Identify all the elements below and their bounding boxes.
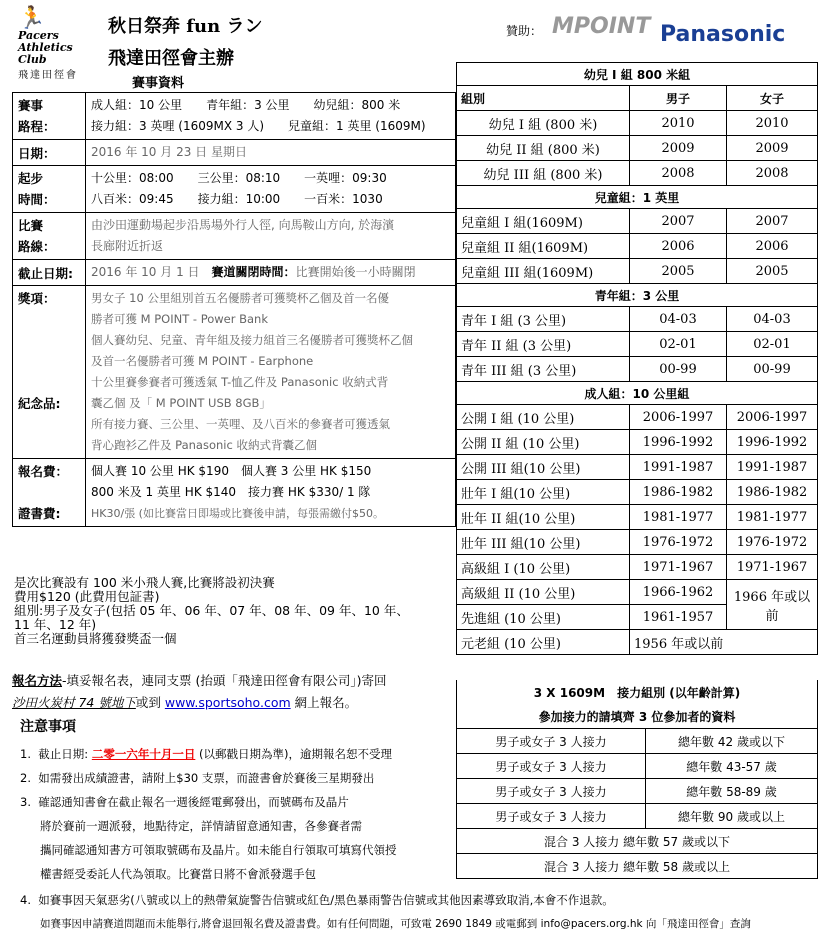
merged-female-cell: 1966 年或以前	[727, 580, 818, 630]
route-line2: 接力組：3 英哩 (1609MX 3 人) 兒童組：1 英里 (1609M)	[91, 119, 426, 133]
table-row: 壯年 II 組(10 公里) 1981-1977 1981-1977	[457, 505, 818, 530]
table-row: 男子或女子 3 人接力 總年數 42 歲或以下	[457, 729, 818, 754]
relay-table	[456, 680, 818, 879]
prize-line: 背心跑衫乙件及 Panasonic 收納式背囊乙個	[91, 438, 317, 452]
date-value: 2016 年 10 月 23 日 星期日	[91, 145, 247, 159]
table-row: 兒童組 I 組(1609M) 2007 2007	[457, 209, 818, 234]
sprint-block: 是次比賽設有 100 米小飛人賽,比賽將設初決賽 費用$120 (此費用包証書) 組別:男子及女子(包括 05 年、06 年、07 年、08 年、09 年、10 年、 11 年、12 年) 首三名運動員將獲發獎盃一個	[14, 575, 409, 646]
club-logo	[18, 8, 98, 80]
logo-text: Pacers Athletics Club	[18, 29, 73, 66]
table-row: 高級組 II (10 公里) 1966-1962 1966 年或以前	[457, 580, 818, 605]
section-title: 賽事資料	[132, 76, 185, 91]
page-title: 秋日祭奔 fun ラン	[108, 16, 263, 37]
prize-row: 獎項： 紀念品: 男女子 10 公里組別首五名優勝者可獲獎杯乙個及首一名優 勝者可獲 M POINT - Power Bank 個人賽幼兒、兒童、青年組及接力組首三名優勝者可獲獎杯乙個 及首一名優勝者可獲 M POINT - Earphone 十公里賽參賽者可獲透氣 T-恤乙件及 Panasonic 收納式背 囊乙個 及「 M POINT USB 8GB」 所有接力賽、三公里、一英哩、及八百米的參賽者可獲透氣 背心跑衫乙件及 Panasonic 收納式背囊乙個	[13, 286, 456, 459]
table-row: 青年 II 組 (3 公里) 02-01 02-01	[457, 332, 818, 357]
start-row: 起步 時間： 十公里：08:00 三公里：08:10 一英哩：09:30 八百米：09:45 接力組：10:00 一百米：1030	[13, 166, 456, 213]
table-row: 男子或女子 3 人接力 總年數 43-57 歲	[457, 754, 818, 779]
date-row: 日期： 2016 年 10 月 23 日 星期日	[13, 140, 456, 166]
table-row: 先進組 (10 公里) 1961-1957	[457, 605, 818, 630]
relay-title1: 3 X 1609M 接力組別 (以年齡計算)	[457, 680, 818, 704]
table-row: 混合 3 人接力 總年數 58 歲或以上	[457, 854, 818, 879]
fee-line1: 個人賽 10 公里 HK $190 個人賽 3 公里 HK $150	[91, 464, 372, 478]
course-line1: 由沙田運動場起步沿馬場外行人徑, 向馬鞍山方向, 於海濱	[91, 218, 395, 232]
prize-line: 個人賽幼兒、兒童、青年組及接力組首三名優勝者可獲獎杯乙個	[91, 333, 413, 347]
runner-icon: 🏃	[18, 6, 46, 31]
table-row: 壯年 I 組(10 公里) 1986-1982 1986-1982	[457, 480, 818, 505]
start-line2: 八百米：09:45 接力組：10:00 一百米：1030	[91, 192, 383, 206]
table-row: 壯年 III 組(10 公里) 1976-1972 1976-1972	[457, 530, 818, 555]
route-line1: 成人組：10 公里 青年組：3 公里 幼兒組：800 米	[91, 98, 401, 112]
event-info-table	[12, 92, 456, 527]
table-row: 兒童組 III 組(1609M) 2005 2005	[457, 259, 818, 284]
table-row: 高級組 I (10 公里) 1971-1967 1971-1967	[457, 555, 818, 580]
table-row: 兒童組 II 組(1609M) 2006 2006	[457, 234, 818, 259]
mpoint-logo: MPOINT	[552, 14, 651, 39]
table-row: 青年 III 組 (3 公里) 00-99 00-99	[457, 357, 818, 382]
notes-title: 注意事項	[20, 719, 76, 735]
table-row: 青年 I 組 (3 公里) 04-03 04-03	[457, 307, 818, 332]
panasonic-logo: Panasonic	[660, 22, 786, 47]
sportsoho-link[interactable]: www.sportsoho.com	[164, 695, 291, 710]
table-row: 男子或女子 3 人接力 總年數 58-89 歲	[457, 779, 818, 804]
organizer: 飛達田徑會主辦	[108, 48, 234, 69]
deadline-value: 2016 年 10 月 1 日	[91, 265, 200, 279]
youth-title: 青年組：3 公里	[457, 284, 818, 307]
prize-line: 所有接力賽、三公里、一英哩、及八百米的參賽者可獲透氣	[91, 417, 390, 431]
table-row: 公開 I 組 (10 公里) 2006-1997 2006-1997	[457, 405, 818, 430]
table-row: 元老組 (10 公里) 1956 年或以前	[457, 630, 818, 655]
note-4: 4. 如賽事因天氣惡劣(八號或以上的熱帶氣旋警告信號或紅色/黑色暴雨警告信號或其他因素導致取消,本會不作退款。	[20, 893, 614, 907]
fee-line2: 800 米及 1 英里 HK $140 接力賽 HK $330/ 1 隊	[91, 485, 371, 499]
logo-cn: 飛達田徑會	[18, 70, 78, 81]
fee-row: 報名費： 證書費: 個人賽 10 公里 HK $190 個人賽 3 公里 HK $150 800 米及 1 英里 HK $140 接力賽 HK $330/ 1 隊 HK30/張 (如比賽當日即場或比賽後申請，每張需繳付$50。	[13, 459, 456, 527]
table-row: 幼兒 II 組 (800 米) 2009 2009	[457, 136, 818, 161]
adult-title: 成人組：10 公里組	[457, 382, 818, 405]
prize-line: 十公里賽參賽者可獲透氣 T-恤乙件及 Panasonic 收納式背	[91, 375, 389, 389]
children-title: 兒童組：1 英里	[457, 186, 818, 209]
table-row: 幼兒 I 組 (800 米) 2010 2010	[457, 111, 818, 136]
prize-line: 男女子 10 公里組別首五名優勝者可獲獎杯乙個及首一名優	[91, 291, 389, 305]
table-row: 公開 II 組 (10 公里) 1996-1992 1996-1992	[457, 430, 818, 455]
course-row: 比賽 路線： 由沙田運動場起步沿馬場外行人徑, 向馬鞍山方向, 於海濱 長廊附近折返	[13, 213, 456, 260]
route-row: 賽事 路程： 成人組：10 公里 青年組：3 公里 幼兒組：800 米 接力組：3 英哩 (1609MX 3 人) 兒童組：1 英里 (1609M)	[13, 93, 456, 140]
course-line2: 長廊附近折返	[91, 239, 164, 253]
table-row: 幼兒 III 組 (800 米) 2008 2008	[457, 161, 818, 186]
prize-line: 及首一名優勝者可獲 M POINT - Earphone	[91, 354, 314, 368]
sponsor-label: 贊助：	[506, 24, 543, 38]
relay-title2: 參加接力的請填齊 3 位參加者的資料	[457, 704, 818, 729]
deadline-row: 截止日期: 2016 年 10 月 1 日 賽道關閉時間：比賽開始後一小時關閉	[13, 260, 456, 286]
table-row: 公開 III 組(10 公里) 1991-1987 1991-1987	[457, 455, 818, 480]
table-row: 混合 3 人接力 總年數 57 歲或以下	[457, 829, 818, 854]
note-5: 如賽事因申請賽道問題而未能舉行,將會退回報名費及證書費。如有任何問題，可致電 2690 1849 或電郵到 info@pacers.org.hk 向「飛達田徑會」查詢	[40, 918, 751, 930]
table-row: 男子或女子 3 人接力 總年數 90 歲或以上	[457, 804, 818, 829]
start-line1: 十公里：08:00 三公里：08:10 一英哩：09:30	[91, 171, 387, 185]
cert-value: HK30/張 (如比賽當日即場或比賽後申請，每張需繳付$50。	[91, 507, 384, 520]
kids-title: 幼兒 I 組 800 米組	[457, 63, 818, 86]
prize-line: 囊乙個 及「 M POINT USB 8GB」	[91, 396, 271, 410]
prize-line: 勝者可獲 M POINT - Power Bank	[91, 312, 269, 326]
categories-table: 幼兒 I 組 800 米組 組別 男子 女子 幼兒 I 組 (800 米) 2010 2010 幼兒 II 組 (800 米) 2009 2009 幼兒 III 組 (800 米) 2008 2008 兒童組：1 英里 兒童組 I 組(1609M) 2007 2007 兒童組 II 組(1609M) 2006 2006 兒童組 III 組(1609M) 2005 2005 青年組：3 公里 青年 I 組 (3 公里) 04-03 04-03 青年 II 組 (3 公里) 02-01 02-01 青年 III 組 (3 公里) 00-99 00-99 成人組：10 公里組 公開 I 組 (10 公里) 2006-1997 2006-1997 公開 II 組 (10 公里) 1996-1992 1996-1992 公開 III 組(10 公里) 1991-1987 1991-1987 壯年 I 組(10 公里) 1986-1982 1986-1982 壯年 II 組(10 公里) 1981-1977 1981-1977 壯年 III 組(10 公里) 1976-1972 1976-1972 高級組 I (10 公里) 1971-1967 1971-1967 高級組 II (10 公里) 1966-1962 1966 年或以前 先進組 (10 公里) 1961-1957 元老組 (10 公里) 1956 年或以前	[456, 62, 818, 655]
registration: 報名方法-填妥報名表，連同支票 (抬頭「飛達田徑會有限公司」)寄回 沙田火炭村 74 號地下或到 www.sportsoho.com 網上報名。	[12, 673, 387, 710]
notes-list: 1. 截止日期: 二零一六年十月一日 (以郵戳日期為準)，逾期報名恕不受理 2. 如需發出成績證書，請附上$30 支票，而證書會於賽後三星期發出 3. 確認通知書會在截止報名一週後經電郵發出，而號碼布及晶片 將於賽前一週派發，地點待定，詳情請留意通知書，各參賽者需 攜同確認通知書方可領取號碼布及晶片。如未能自行領取可填寫代領授 權書經受委託人代為領取。比賽當日將不會派發選手包	[20, 747, 397, 881]
